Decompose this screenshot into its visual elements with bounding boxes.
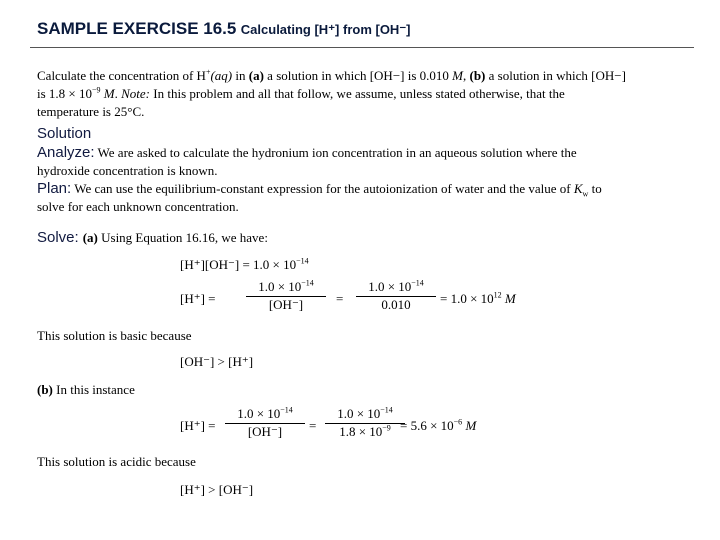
page-title: [37, 19, 411, 39]
equation-oh-greater-h: [OH⁻] > [H⁺]: [180, 354, 254, 369]
acidic-statement: This solution is acidic because: [37, 454, 196, 469]
equation-a-equals: =: [336, 291, 344, 306]
part-b-statement: (b) In this instance: [37, 382, 135, 397]
title-subtitle: Calculating [H⁺] from [OH⁻]: [240, 22, 411, 37]
analyze-section: Analyze: We are asked to calculate the hydronium ion concentration in an aqueous solution where the hydroxide concentration is known.: [37, 144, 577, 178]
equation-b-equals: =: [309, 418, 317, 433]
analyze-label: Analyze:: [37, 144, 95, 161]
equation-b-lhs: [H⁺] =: [180, 418, 216, 433]
equation-b-fraction-2: $1.0 \times 10^{-14}$ $1.8 \times 10^{-9}$: [325, 406, 405, 440]
title-main: SAMPLE EXERCISE 16.5: [37, 19, 237, 38]
equation-ion-product: $[H^+][OH^-] = 1.0 \times 10^{-14}$: [180, 256, 309, 272]
equation-h-from-oh-a: [H⁺] =: [180, 291, 216, 306]
equation-b-result: = $5.6 \times 10^{-6}$ M: [400, 417, 477, 433]
basic-statement: This solution is basic because: [37, 328, 192, 343]
solve-label: Solve:: [37, 229, 79, 246]
problem-statement: [37, 67, 677, 121]
equation-a-result: = $1.0 \times 10^{12}$ M: [440, 290, 516, 306]
problem-line-3: temperature is 25°C.: [37, 104, 145, 119]
problem-line-1: Calculate the concentration of H+(aq) in (a) a solution in which [OH−] is 0.010 M, (b) a solution in which [OH−]: [37, 67, 626, 83]
plan-section: Plan: We can use the equilibrium-constant expression for the autoionization of water and the value of $K_w$ to solve for each unknown concentration.: [37, 180, 602, 214]
equation-a-fraction-1: $1.0 \times 10^{-14}$ [OH⁻]: [246, 279, 326, 313]
plan-label: Plan:: [37, 180, 72, 197]
solve-section: Solve: (a) Using Equation 16.16, we have:: [37, 229, 268, 246]
equation-a-fraction-2: $1.0 \times 10^{-14}$ 0.010: [356, 279, 436, 313]
equation-b-fraction-1: $1.0 \times 10^{-14}$ [OH⁻]: [225, 406, 305, 440]
equation-h-greater-oh: [H⁺] > [OH⁻]: [180, 482, 254, 497]
solution-heading: Solution: [37, 125, 92, 142]
title-divider: [30, 47, 694, 48]
problem-line-2: is $1.8 \times 10^{-9}$ M. Note: In this problem and all that follow, we assume, unless stated otherwise, that the: [37, 85, 565, 101]
